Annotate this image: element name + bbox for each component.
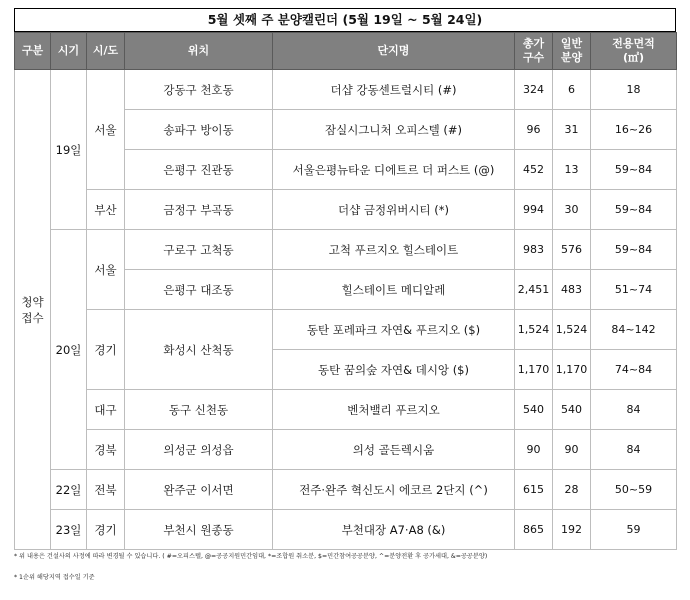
header-general-line2: 분양 [560, 51, 583, 64]
period-cell: 22일 [51, 470, 87, 510]
region-cell: 경북 [87, 430, 125, 470]
location-cell: 화성시 산척동 [125, 310, 273, 390]
header-row [15, 33, 677, 70]
location-cell: 은평구 대조동 [125, 270, 273, 310]
total-units-cell: 96 [515, 110, 553, 150]
header-general [553, 33, 591, 70]
total-units-cell: 983 [515, 230, 553, 270]
calendar-sheet [14, 8, 676, 550]
footnote-basis: * 1순위 해당지역 접수일 기준 [14, 574, 95, 581]
region-cell: 서울 [87, 70, 125, 190]
region-cell: 전북 [87, 470, 125, 510]
area-cell: 59~84 [591, 190, 677, 230]
header-period: 시기 [51, 33, 87, 70]
total-units-cell: 540 [515, 390, 553, 430]
area-cell: 18 [591, 70, 677, 110]
footnote-legend: * 위 내용은 건설사의 사정에 따라 변경될 수 있습니다. ( #=오피스텔, @=공공지원민간임대, *=조합원 취소분, $=민간참여공공분양, ^=분양전환 후 공가세대, &=공공분양) [14, 553, 488, 560]
location-cell: 의성군 의성읍 [125, 430, 273, 470]
general-units-cell: 540 [553, 390, 591, 430]
complex-name-cell: 벤처밸리 푸르지오 [273, 390, 515, 430]
area-cell: 59~84 [591, 150, 677, 190]
general-units-cell: 13 [553, 150, 591, 190]
table-row [15, 230, 677, 270]
total-units-cell: 865 [515, 510, 553, 550]
complex-name-cell: 동탄 꿈의숲 자연& 데시앙 ($) [273, 350, 515, 390]
region-cell: 경기 [87, 310, 125, 390]
header-location: 위치 [125, 33, 273, 70]
general-units-cell: 192 [553, 510, 591, 550]
area-cell: 74~84 [591, 350, 677, 390]
region-cell: 부산 [87, 190, 125, 230]
header-area-line2: (㎡) [622, 51, 645, 64]
period-cell: 19일 [51, 70, 87, 230]
general-units-cell: 1,170 [553, 350, 591, 390]
table-row [15, 310, 677, 350]
total-units-cell: 452 [515, 150, 553, 190]
complex-name-cell: 힐스테이트 메디알레 [273, 270, 515, 310]
general-units-cell: 576 [553, 230, 591, 270]
header-category: 구분 [15, 33, 51, 70]
area-cell: 51~74 [591, 270, 677, 310]
complex-name-cell: 고척 푸르지오 힐스테이트 [273, 230, 515, 270]
location-cell: 송파구 방이동 [125, 110, 273, 150]
area-cell: 59~84 [591, 230, 677, 270]
general-units-cell: 6 [553, 70, 591, 110]
complex-name-cell: 의성 골든렉시움 [273, 430, 515, 470]
area-cell: 84 [591, 390, 677, 430]
total-units-cell: 2,451 [515, 270, 553, 310]
total-units-cell: 90 [515, 430, 553, 470]
general-units-cell: 483 [553, 270, 591, 310]
category-cell [15, 70, 51, 550]
area-cell: 16~26 [591, 110, 677, 150]
header-general-line1: 일반 [560, 37, 583, 50]
region-cell: 대구 [87, 390, 125, 430]
location-cell: 구로구 고척동 [125, 230, 273, 270]
period-cell: 23일 [51, 510, 87, 550]
complex-name-cell: 부천대장 A7·A8 (&) [273, 510, 515, 550]
general-units-cell: 31 [553, 110, 591, 150]
general-units-cell: 30 [553, 190, 591, 230]
table-row [15, 70, 677, 110]
total-units-cell: 1,524 [515, 310, 553, 350]
category-line1: 청약 [21, 294, 44, 309]
header-area [591, 33, 677, 70]
area-cell: 84 [591, 430, 677, 470]
table-row [15, 470, 677, 510]
location-cell: 동구 신천동 [125, 390, 273, 430]
complex-name-cell: 서울은평뉴타운 디에트르 더 퍼스트 (@) [273, 150, 515, 190]
complex-name-cell: 잠실시그니처 오피스텔 (#) [273, 110, 515, 150]
location-cell: 강동구 천호동 [125, 70, 273, 110]
table-row [15, 510, 677, 550]
category-line2: 접수 [21, 310, 44, 325]
area-cell: 50~59 [591, 470, 677, 510]
header-total-line1: 총가 [522, 37, 545, 50]
header-region: 시/도 [87, 33, 125, 70]
area-cell: 84~142 [591, 310, 677, 350]
region-cell: 경기 [87, 510, 125, 550]
calendar-title: 5월 셋째 주 분양캘린더 (5월 19일 ~ 5월 24일) [14, 8, 676, 32]
subscription-calendar-table [14, 32, 677, 550]
location-cell: 금정구 부곡동 [125, 190, 273, 230]
complex-name-cell: 더샵 금정위버시티 (*) [273, 190, 515, 230]
general-units-cell: 1,524 [553, 310, 591, 350]
location-cell: 완주군 이서면 [125, 470, 273, 510]
location-cell: 부천시 원종동 [125, 510, 273, 550]
table-row [15, 190, 677, 230]
header-total-line2: 구수 [522, 51, 545, 64]
footnotes [14, 552, 676, 594]
complex-name-cell: 전주·완주 혁신도시 에코르 2단지 (^) [273, 470, 515, 510]
total-units-cell: 994 [515, 190, 553, 230]
table-row [15, 430, 677, 470]
table-row [15, 390, 677, 430]
region-cell: 서울 [87, 230, 125, 310]
period-cell: 20일 [51, 230, 87, 470]
header-complex: 단지명 [273, 33, 515, 70]
complex-name-cell: 더샵 강동센트럴시티 (#) [273, 70, 515, 110]
total-units-cell: 324 [515, 70, 553, 110]
location-cell: 은평구 진관동 [125, 150, 273, 190]
header-total [515, 33, 553, 70]
general-units-cell: 90 [553, 430, 591, 470]
complex-name-cell: 동탄 포레파크 자연& 푸르지오 ($) [273, 310, 515, 350]
area-cell: 59 [591, 510, 677, 550]
total-units-cell: 615 [515, 470, 553, 510]
header-area-line1: 전용면적 [612, 37, 655, 50]
general-units-cell: 28 [553, 470, 591, 510]
total-units-cell: 1,170 [515, 350, 553, 390]
